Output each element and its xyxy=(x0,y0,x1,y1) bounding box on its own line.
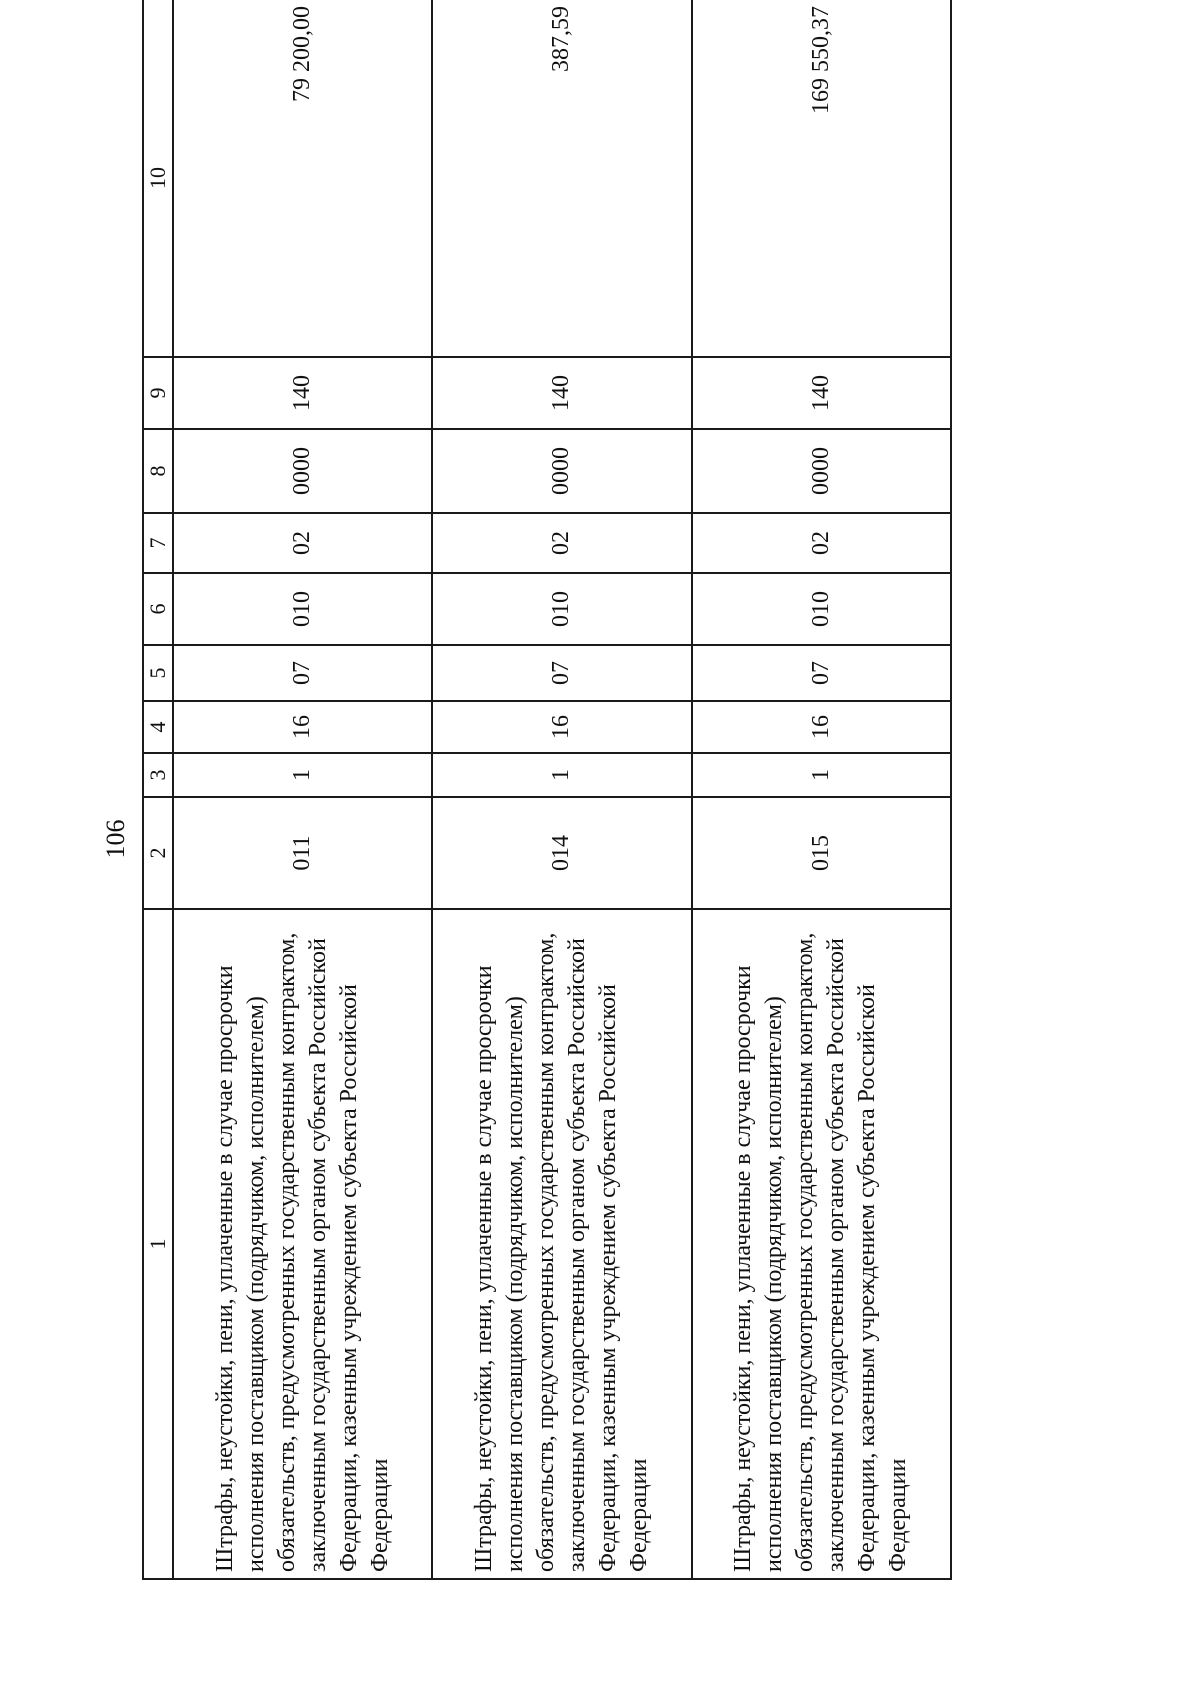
column-header: 2 xyxy=(143,797,173,909)
code-cell: 16 xyxy=(173,701,432,753)
row-description: Штрафы, неустойки, пени, уплаченные в случае просрочки исполнения поставщиком (подрядчиком, исполнителем) обязательств, предусмотренных государственным контрактом, заключенным государственным органом субъекта Российской Федерации, казенным учреждением субъекта Российской Федерации xyxy=(432,909,691,1579)
code-cell: 0000 xyxy=(692,429,951,513)
amount-cell: 79 200,00 xyxy=(173,0,432,357)
rotated-table-wrapper xyxy=(142,0,952,1580)
code-cell: 010 xyxy=(173,573,432,645)
code-cell: 02 xyxy=(432,513,691,573)
budget-table xyxy=(142,0,952,1580)
code-cell: 07 xyxy=(692,645,951,701)
code-cell: 02 xyxy=(692,513,951,573)
code-cell: 015 xyxy=(692,797,951,909)
code-cell: 16 xyxy=(692,701,951,753)
page-number: 106 xyxy=(101,819,130,859)
column-header: 8 xyxy=(143,429,173,513)
row-description: Штрафы, неустойки, пени, уплаченные в случае просрочки исполнения поставщиком (подрядчиком, исполнителем) обязательств, предусмотренных государственным контрактом, заключенным государственным органом субъекта Российской Федерации, казенным учреждением субъекта Российской Федерации xyxy=(692,909,951,1579)
code-cell: 010 xyxy=(432,573,691,645)
code-cell: 07 xyxy=(173,645,432,701)
column-header: 6 xyxy=(143,573,173,645)
code-cell: 140 xyxy=(692,357,951,429)
code-cell: 1 xyxy=(173,753,432,797)
table-row xyxy=(692,0,951,1579)
table-row xyxy=(432,0,691,1579)
code-cell: 1 xyxy=(432,753,691,797)
column-header: 10 xyxy=(143,0,173,357)
table-row xyxy=(173,0,432,1579)
code-cell: 140 xyxy=(173,357,432,429)
header-row xyxy=(143,0,173,1579)
code-cell: 02 xyxy=(173,513,432,573)
column-header: 3 xyxy=(143,753,173,797)
code-cell: 140 xyxy=(432,357,691,429)
code-cell: 011 xyxy=(173,797,432,909)
code-cell: 0000 xyxy=(173,429,432,513)
row-description: Штрафы, неустойки, пени, уплаченные в случае просрочки исполнения поставщиком (подрядчиком, исполнителем) обязательств, предусмотренных государственным контрактом, заключенным государственным органом субъекта Российской Федерации, казенным учреждением субъекта Российской Федерации xyxy=(173,909,432,1579)
amount-cell: 387,59 xyxy=(432,0,691,357)
code-cell: 0000 xyxy=(432,429,691,513)
code-cell: 014 xyxy=(432,797,691,909)
amount-cell: 169 550,37 xyxy=(692,0,951,357)
code-cell: 07 xyxy=(432,645,691,701)
column-header: 1 xyxy=(143,909,173,1579)
code-cell: 010 xyxy=(692,573,951,645)
column-header: 4 xyxy=(143,701,173,753)
column-header: 5 xyxy=(143,645,173,701)
code-cell: 16 xyxy=(432,701,691,753)
code-cell: 1 xyxy=(692,753,951,797)
column-header: 9 xyxy=(143,357,173,429)
column-header: 7 xyxy=(143,513,173,573)
